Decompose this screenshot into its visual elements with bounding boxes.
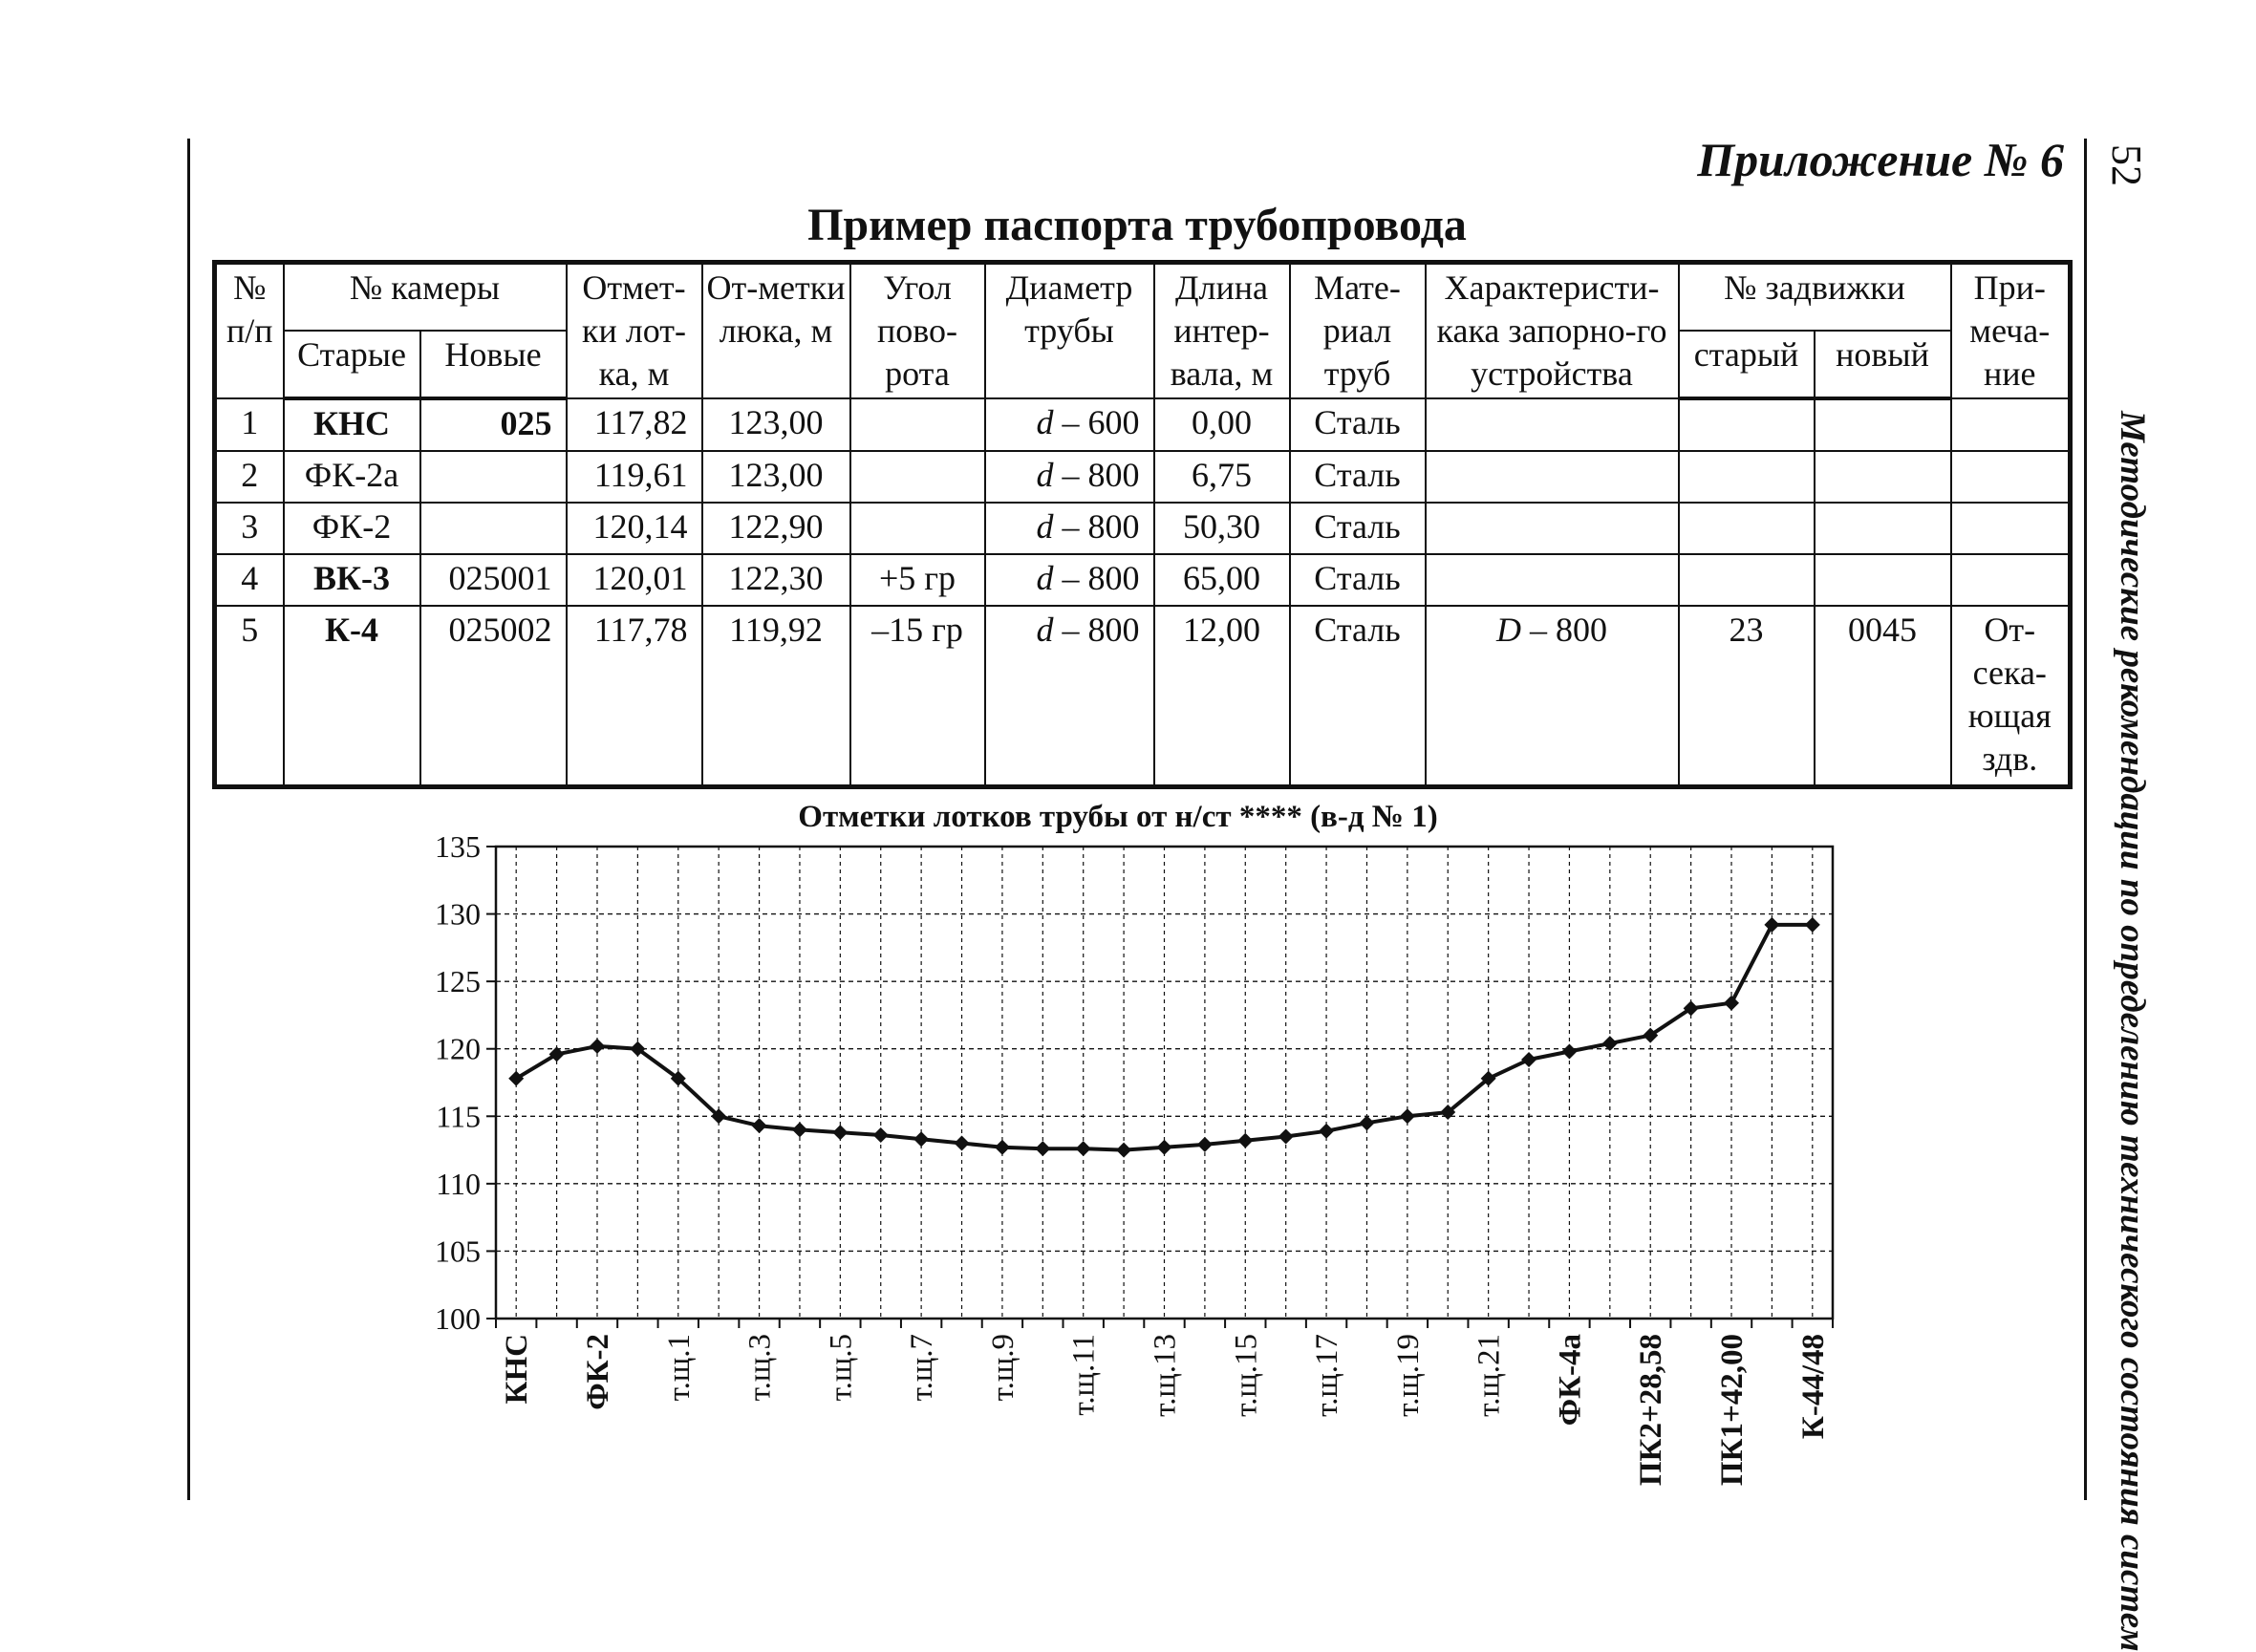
x-tick-label: т.щ.19 bbox=[1390, 1334, 1426, 1417]
data-point bbox=[1400, 1108, 1415, 1124]
cell-num: 5 bbox=[215, 606, 284, 787]
page-number: 52 bbox=[2103, 144, 2150, 186]
cell-old-chamber: ФК-2а bbox=[284, 451, 420, 503]
data-point bbox=[1359, 1115, 1374, 1130]
cell-material: Сталь bbox=[1290, 606, 1426, 787]
cell-length: 50,30 bbox=[1154, 503, 1290, 554]
header-note: При-меча-ние bbox=[1951, 263, 2071, 399]
cell-new-chamber: 025001 bbox=[420, 554, 567, 606]
cell-num: 2 bbox=[215, 451, 284, 503]
data-point bbox=[1278, 1128, 1294, 1144]
x-tick-label: ПК2+28,58 bbox=[1634, 1334, 1669, 1487]
x-tick-label: т.щ.9 bbox=[985, 1334, 1021, 1402]
cell-material: Сталь bbox=[1290, 398, 1426, 451]
x-tick-label: т.щ.13 bbox=[1148, 1334, 1183, 1417]
data-point bbox=[1197, 1137, 1213, 1152]
cell-length: 6,75 bbox=[1154, 451, 1290, 503]
diameter-value: – 800 bbox=[1053, 611, 1140, 649]
header-gate-old: старый bbox=[1679, 331, 1815, 398]
x-tick-label: т.щ.21 bbox=[1472, 1334, 1507, 1417]
data-point bbox=[590, 1039, 605, 1054]
cell-hatch-mark: 123,00 bbox=[702, 451, 850, 503]
cell-tray-mark: 119,61 bbox=[567, 451, 702, 503]
y-tick-label: 125 bbox=[435, 964, 481, 999]
data-point bbox=[832, 1125, 848, 1140]
cell-new-chamber: 025002 bbox=[420, 606, 567, 787]
cell-gate-old: 23 bbox=[1679, 606, 1815, 787]
diameter-value: – 600 bbox=[1053, 403, 1140, 441]
data-point bbox=[1076, 1141, 1091, 1156]
x-tick-label: т.щ.17 bbox=[1310, 1334, 1345, 1417]
header-chamber-new: Новые bbox=[420, 331, 567, 398]
cell-hatch-mark: 119,92 bbox=[702, 606, 850, 787]
data-point bbox=[1157, 1140, 1172, 1155]
data-point bbox=[1764, 917, 1779, 933]
data-point bbox=[752, 1118, 767, 1133]
x-tick-label: т.щ.7 bbox=[905, 1334, 940, 1402]
cell-num: 1 bbox=[215, 398, 284, 451]
header-hatch-mark: От-метки люка, м bbox=[702, 263, 850, 399]
cell-num: 4 bbox=[215, 554, 284, 606]
y-tick-label: 130 bbox=[435, 896, 481, 932]
data-point bbox=[1116, 1143, 1131, 1158]
data-point bbox=[1561, 1044, 1577, 1060]
valve-symbol: D bbox=[1496, 611, 1521, 649]
data-point bbox=[913, 1131, 929, 1147]
x-tick-label: т.щ.1 bbox=[661, 1334, 697, 1402]
diameter-symbol: d bbox=[1036, 403, 1054, 441]
x-tick-label: т.щ.3 bbox=[742, 1334, 778, 1402]
valve-value: – 800 bbox=[1521, 611, 1607, 649]
header-length: Длина интер-вала, м bbox=[1154, 263, 1290, 399]
cell-material: Сталь bbox=[1290, 503, 1426, 554]
data-point bbox=[955, 1136, 970, 1151]
diameter-symbol: d bbox=[1036, 611, 1054, 649]
header-valve-char: Характеристи-кака запорно-го устройства bbox=[1426, 263, 1679, 399]
cell-old-chamber: К-4 bbox=[284, 606, 420, 787]
data-point bbox=[873, 1127, 889, 1143]
cell-angle: –15 гр bbox=[850, 606, 985, 787]
cell-tray-mark: 120,01 bbox=[567, 554, 702, 606]
cell-old-chamber: ВК-3 bbox=[284, 554, 420, 606]
header-num: № п/п bbox=[215, 263, 284, 399]
y-tick-label: 135 bbox=[435, 829, 481, 864]
chart-series bbox=[508, 917, 1820, 1158]
cell-tray-mark: 120,14 bbox=[567, 503, 702, 554]
cell-length: 0,00 bbox=[1154, 398, 1290, 451]
x-tick-label: т.щ.5 bbox=[824, 1334, 859, 1402]
cell-tray-mark: 117,82 bbox=[567, 398, 702, 451]
header-gate: № задвижки bbox=[1679, 263, 1951, 332]
cell-note: От-сека-ющая здв. bbox=[1951, 606, 2071, 787]
header-gate-new: новый bbox=[1815, 331, 1951, 398]
data-point bbox=[995, 1140, 1010, 1155]
diameter-symbol: d bbox=[1036, 559, 1054, 597]
cell-num: 3 bbox=[215, 503, 284, 554]
cell-length: 12,00 bbox=[1154, 606, 1290, 787]
data-point bbox=[1521, 1052, 1536, 1067]
y-axis-ticks bbox=[435, 829, 496, 1336]
header-diameter: Диаметр трубы bbox=[985, 263, 1154, 399]
cell-angle: +5 гр bbox=[850, 554, 985, 606]
cell-length: 65,00 bbox=[1154, 554, 1290, 606]
data-point bbox=[1035, 1141, 1050, 1156]
cell-material: Сталь bbox=[1290, 554, 1426, 606]
cell-new-chamber: 025 bbox=[420, 398, 567, 451]
x-tick-label: ФК-4а bbox=[1553, 1334, 1588, 1427]
header-angle: Угол пово-рота bbox=[850, 263, 985, 399]
y-tick-label: 105 bbox=[435, 1234, 481, 1269]
diameter-symbol: d bbox=[1036, 507, 1054, 546]
diameter-value: – 800 bbox=[1053, 507, 1140, 546]
y-tick-label: 115 bbox=[436, 1099, 481, 1134]
cell-hatch-mark: 122,30 bbox=[702, 554, 850, 606]
running-head: Методические рекомендации по определению технического состояния систем bbox=[2113, 411, 2152, 1652]
data-point bbox=[1237, 1133, 1253, 1148]
y-tick-label: 110 bbox=[436, 1166, 481, 1201]
x-axis-ticks bbox=[500, 1334, 1831, 1486]
y-tick-label: 100 bbox=[435, 1301, 481, 1336]
header-material: Мате-риал труб bbox=[1290, 263, 1426, 399]
header-chamber-old: Старые bbox=[284, 331, 420, 398]
diameter-symbol: d bbox=[1036, 456, 1054, 494]
cell-hatch-mark: 123,00 bbox=[702, 398, 850, 451]
cell-old-chamber: КНС bbox=[284, 398, 420, 451]
appendix-title: Приложение № 6 bbox=[1697, 133, 2064, 186]
cell-material: Сталь bbox=[1290, 451, 1426, 503]
diameter-value: – 800 bbox=[1053, 456, 1140, 494]
x-tick-label: т.щ.15 bbox=[1229, 1334, 1264, 1417]
header-chamber: № камеры bbox=[284, 263, 567, 332]
data-point bbox=[792, 1122, 807, 1137]
x-tick-label: К-44/48 bbox=[1795, 1334, 1831, 1440]
document-title: Пример паспорта трубопровода bbox=[807, 200, 1467, 250]
y-tick-label: 120 bbox=[435, 1031, 481, 1066]
data-point bbox=[1805, 917, 1820, 933]
x-tick-label: ФК-2 bbox=[580, 1334, 615, 1410]
cell-tray-mark: 117,78 bbox=[567, 606, 702, 787]
chart-title: Отметки лотков трубы от н/ст **** (в-д № 1) bbox=[798, 800, 1438, 834]
x-tick-label: т.щ.11 bbox=[1066, 1334, 1102, 1416]
cell-hatch-mark: 122,90 bbox=[702, 503, 850, 554]
data-point bbox=[1319, 1124, 1334, 1139]
diameter-value: – 800 bbox=[1053, 559, 1140, 597]
header-tray-mark: Отмет-ки лот-ка, м bbox=[567, 263, 702, 399]
x-tick-label: КНС bbox=[500, 1334, 535, 1405]
x-tick-label: ПК1+42,00 bbox=[1715, 1334, 1751, 1487]
data-point bbox=[1724, 996, 1739, 1011]
cell-old-chamber: ФК-2 bbox=[284, 503, 420, 554]
cell-gate-new: 0045 bbox=[1815, 606, 1951, 787]
chart-grid bbox=[496, 847, 1833, 1319]
